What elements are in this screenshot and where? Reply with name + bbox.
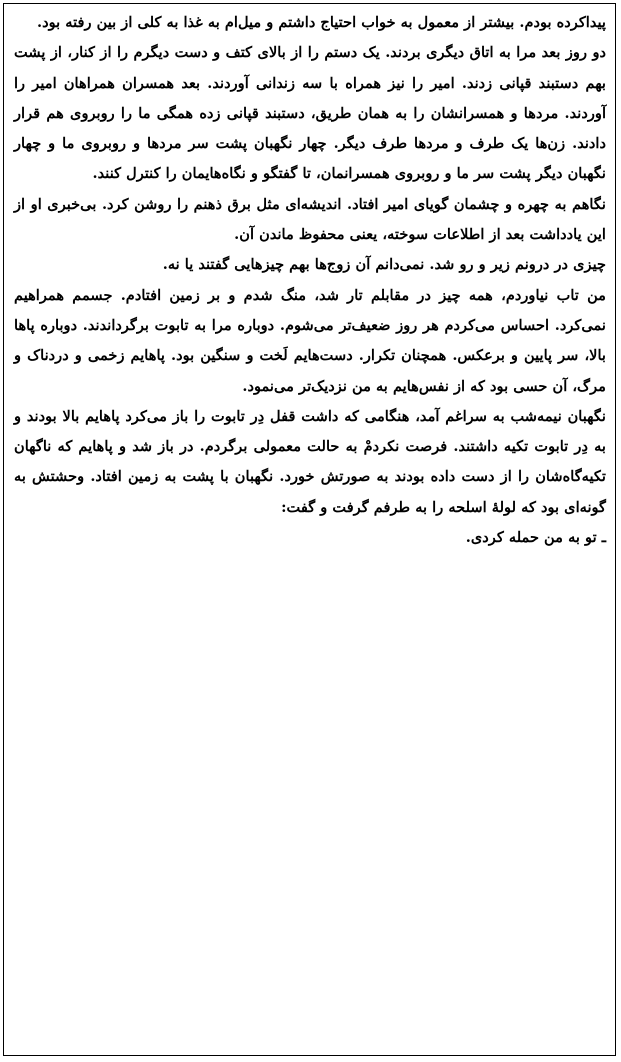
paragraph-5: من تاب نیاوردم، همه چیز در مقابلم تار شد، منگ شدم و بر زمین افتادم. جسمم همراهیم نمی‌کرد. احساس می‌کردم هر روز ضعیف‌تر می‌شوم. دوباره مرا به تابوت برگرداندند. دوباره پاها بالا، سر پایین و برعکس. همچنان تکرار. دست‌هایم لَخت و سنگین بود. پاهایم زخمی و دردناک و مرگ، آن حسی بود که از نفس‌هایم به من نزدیک‌تر می‌نمود. (14, 286, 606, 395)
paragraph-4: چیزی در درونم زیر و رو شد. نمی‌دانم آن زوج‌ها بهم چیزهایی گفتند یا نه. (162, 256, 606, 274)
paragraph-2: دو روز بعد مرا به اتاق دیگری بردند. یک دستم را از بالای کتف و دست دیگرم را از کنار، از پشت بهم دستبند قپانی زدند. امیر را نیز همراه با سه زندانی آوردند. بعد همسران همراهان امیر را آوردند. مردها و همسرانشان را به همان طریق، دستبند قپانی زده همگی ما را روبروی هم قرار دادند. زن‌ها یک طرف و مردها طرف دیگر. چهار نگهبان پشت سر مردها و روبروی ما و چهار نگهبان دیگر پشت سر ما و روبروی همسرانمان، تا گفتگو و نگاه‌هایمان را کنترل کنند. (14, 44, 606, 183)
paragraph-6: نگهبان نیمه‌شب به سراغم آمد، هنگامی که داشت قفل دِر تابوت را باز می‌کرد پاهایم بالا بودند و به دِر تابوت تکیه داشتند. فرصت نکردمْ به حالت معمولی برگردم. در باز شد و پاهایم که ناگهان تکیه‌گاه‌شان را از دست داده بودند به صورتش خورد. نگهبان با پشت به زمین افتاد. وحشتش به گونه‌ای بود که لولهٔ اسلحه را به طرفم گرفت و گفت: (14, 407, 606, 516)
page-frame (3, 3, 616, 1056)
paragraph-1: پیداکرده بودم. بیشتر از معمول به خواب احتیاج داشتم و میل‌ام به غذا به کلی از بین رفته بود. (37, 14, 606, 31)
paragraph-3: نگاهم به چهره و چشمان گویای امیر افتاد. اندیشه‌ای مثل برق ذهنم را روشن کرد. بی‌خبری او از این یادداشت بعد از اطلاعات سوخته، یعنی محفوظ ماندن آن. (14, 195, 606, 244)
document-body (14, 8, 606, 553)
paragraph-7: ـ تو به من حمله کردی. (465, 529, 606, 547)
